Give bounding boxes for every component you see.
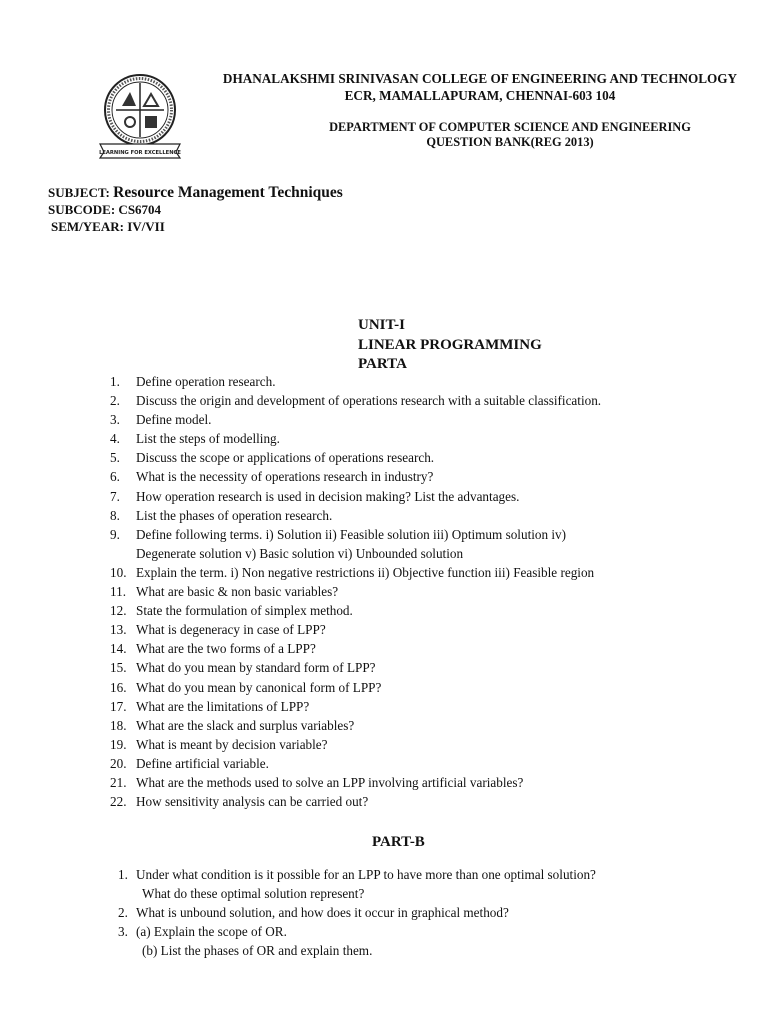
- question-item: [110, 735, 601, 754]
- question-item: [110, 467, 601, 486]
- college-header: [180, 70, 768, 104]
- department-header: [260, 120, 760, 150]
- question-item: [110, 525, 601, 544]
- question-number: 16.: [110, 679, 127, 695]
- question-item: [110, 544, 601, 563]
- subject-block: [48, 184, 343, 235]
- question-item: [110, 754, 601, 773]
- question-number: 13.: [110, 622, 127, 638]
- question-text: What are the two forms of a LPP?: [136, 641, 316, 657]
- unit-title: UNIT-I: [358, 317, 405, 333]
- question-number: 14.: [110, 641, 127, 657]
- question-text: Under what condition is it possible for an LPP to have more than one optimal solution?: [136, 867, 596, 882]
- college-address: ECR, MAMALLAPURAM, CHENNAI-603 104: [344, 88, 616, 103]
- question-item: [110, 658, 601, 677]
- question-text: What are the limitations of LPP?: [136, 698, 310, 714]
- question-number: 20.: [110, 755, 127, 771]
- unit-heading: [358, 316, 542, 375]
- question-text: What are the methods used to solve an LPP involving artificial variables?: [136, 774, 524, 790]
- question-number: 15.: [110, 660, 127, 676]
- question-number: 19.: [110, 736, 127, 752]
- part-a-title: PARTA: [358, 356, 407, 372]
- subject-code: SUBCODE: CS6704: [48, 202, 162, 217]
- college-name: DHANALAKSHMI SRINIVASAN COLLEGE OF ENGINEERING AND TECHNOLOGY: [222, 71, 738, 86]
- question-item: [110, 773, 601, 792]
- question-item: [110, 582, 601, 601]
- question-text: How sensitivity analysis can be carried out?: [136, 794, 369, 810]
- question-item: [110, 792, 601, 811]
- question-item: [118, 865, 596, 884]
- question-item: [110, 487, 601, 506]
- question-text: Explain the term. i) Non negative restrictions ii) Objective function iii) Feasible region: [136, 564, 595, 580]
- question-number: 3.: [118, 924, 128, 939]
- question-text: What do these optimal solution represent?: [142, 886, 365, 901]
- question-item: [110, 620, 601, 639]
- question-item: [118, 903, 596, 922]
- question-text: List the phases of operation research.: [136, 507, 333, 523]
- question-text: Define operation research.: [136, 374, 276, 389]
- question-text: Discuss the origin and development of operations research with a suitable classification.: [136, 393, 602, 409]
- question-number: [110, 544, 136, 563]
- question-number: 22.: [110, 794, 127, 810]
- question-number: 11.: [110, 584, 126, 600]
- question-text: Define model.: [136, 412, 212, 428]
- question-text: How operation research is used in decision making? List the advantages.: [136, 488, 520, 504]
- question-number: 5.: [110, 450, 120, 466]
- part-b-title: PART-B: [372, 834, 425, 850]
- question-text: What is the necessity of operations research in industry?: [136, 469, 434, 485]
- question-item: [110, 391, 601, 410]
- question-text: What do you mean by canonical form of LPP?: [136, 679, 382, 695]
- question-item: [118, 922, 596, 941]
- question-number: 1.: [110, 374, 120, 389]
- question-item: [110, 410, 601, 429]
- department-name: DEPARTMENT OF COMPUTER SCIENCE AND ENGINEERING: [329, 120, 691, 134]
- question-text: What is meant by decision variable?: [136, 736, 328, 752]
- question-text: (a) Explain the scope of OR.: [136, 924, 287, 939]
- question-text: (b) List the phases of OR and explain them.: [142, 943, 373, 958]
- question-bank-title: QUESTION BANK(REG 2013): [426, 135, 594, 149]
- question-item: [110, 506, 601, 525]
- question-number: 8.: [110, 507, 120, 523]
- question-text: What is unbound solution, and how does it occur in graphical method?: [136, 905, 509, 920]
- question-text: Define artificial variable.: [136, 755, 269, 771]
- question-item: [110, 563, 601, 582]
- question-text: State the formulation of simplex method.: [136, 603, 353, 619]
- question-number: 9.: [110, 526, 120, 542]
- part-a-question-list: [110, 372, 601, 811]
- college-logo: [96, 70, 184, 162]
- question-item: [110, 448, 601, 467]
- question-number: 2.: [110, 393, 120, 409]
- question-number: 7.: [110, 488, 120, 504]
- question-number: 1.: [118, 867, 128, 882]
- question-number: 18.: [110, 717, 127, 733]
- question-item: [110, 429, 601, 448]
- question-number: 10.: [110, 564, 127, 580]
- question-text: What do you mean by standard form of LPP?: [136, 660, 376, 676]
- question-item: [110, 716, 601, 735]
- question-text: What are basic & non basic variables?: [136, 584, 339, 600]
- question-number: [118, 884, 136, 903]
- logo-ribbon-text: LEARNING FOR EXCELLENCE: [99, 150, 181, 156]
- question-number: 17.: [110, 698, 127, 714]
- subject-name: Resource Management Techniques: [113, 184, 343, 201]
- question-text: Degenerate solution v) Basic solution vi) Unbounded solution: [136, 545, 464, 561]
- question-item: [118, 884, 596, 903]
- question-item: [110, 697, 601, 716]
- sem-year: SEM/YEAR: IV/VII: [51, 219, 165, 234]
- question-text: What are the slack and surplus variables?: [136, 717, 355, 733]
- unit-topic: LINEAR PROGRAMMING: [358, 336, 542, 353]
- question-number: 21.: [110, 774, 127, 790]
- question-text: List the steps of modelling.: [136, 431, 280, 447]
- question-text: What is degeneracy in case of LPP?: [136, 622, 326, 638]
- question-text: Discuss the scope or applications of operations research.: [136, 450, 435, 466]
- question-number: 3.: [110, 412, 120, 428]
- part-b-question-list: [118, 865, 596, 960]
- question-number: 4.: [110, 431, 120, 447]
- question-number: 6.: [110, 469, 120, 485]
- question-item: [118, 941, 596, 960]
- question-item: [110, 678, 601, 697]
- subject-label: SUBJECT:: [48, 185, 114, 200]
- question-item: [110, 372, 601, 391]
- question-item: [110, 601, 601, 620]
- question-item: [110, 639, 601, 658]
- question-number: 12.: [110, 603, 127, 619]
- question-number: [118, 941, 136, 960]
- question-number: 2.: [118, 905, 128, 920]
- question-text: Define following terms. i) Solution ii) Feasible solution iii) Optimum solution iv): [136, 526, 567, 542]
